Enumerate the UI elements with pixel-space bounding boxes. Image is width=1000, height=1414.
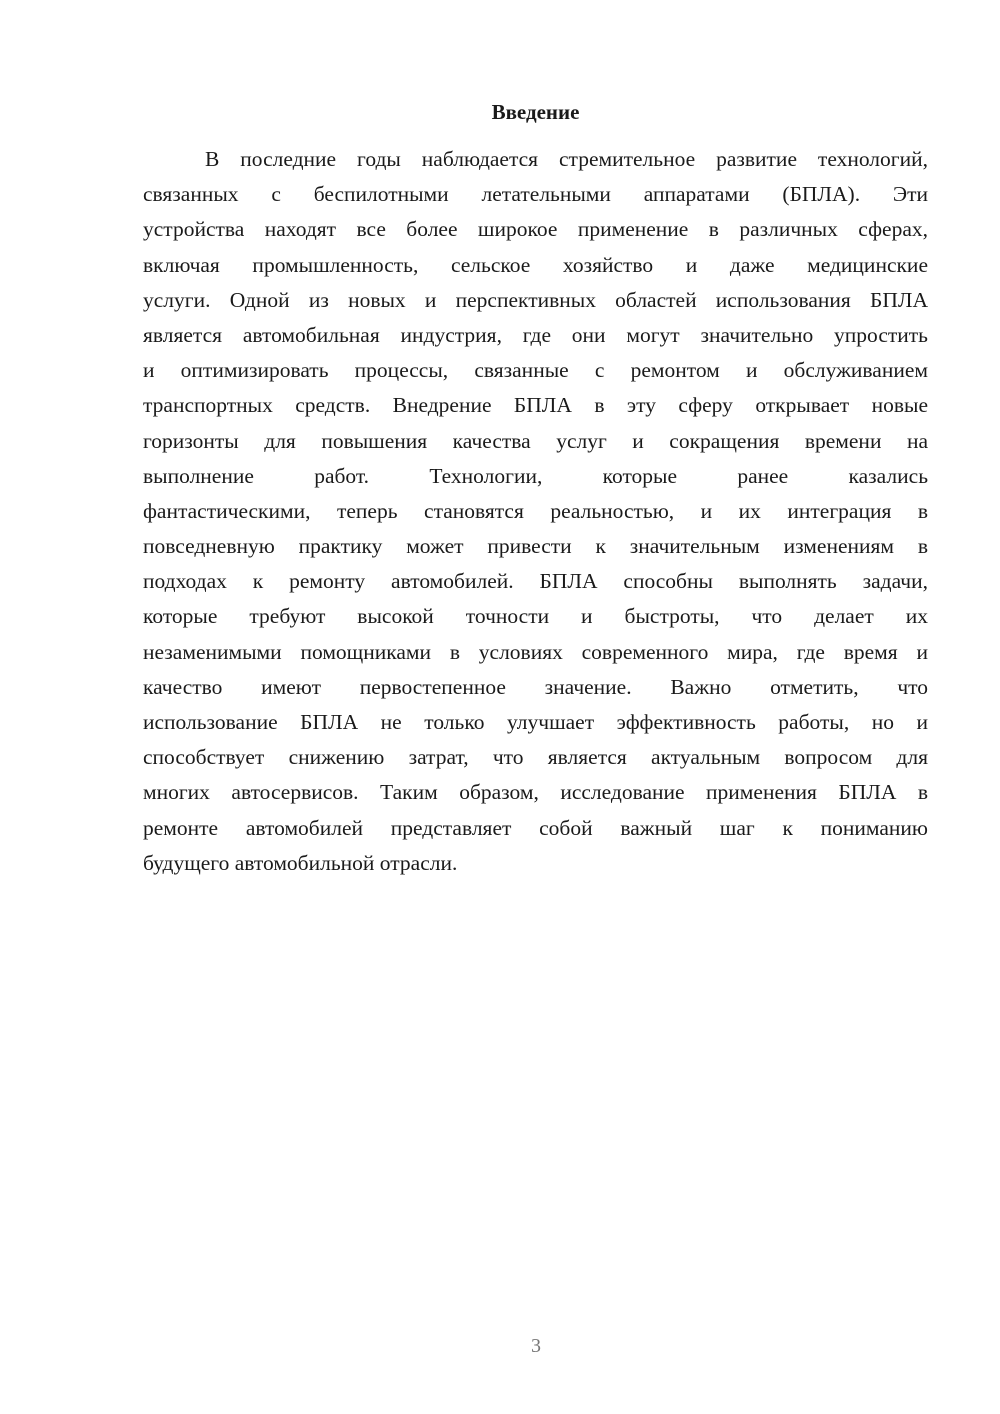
page-number: 3 [531, 1335, 541, 1357]
paragraph-line: качество имеют первостепенное значение. Важно отметить, что [143, 674, 928, 699]
paragraph-line: выполнение работ. Технологии, которые ранее казались [143, 463, 928, 488]
paragraph-line: повседневную практику может привести к значительным изменениям в [143, 534, 928, 559]
paragraph-line: В последние годы наблюдается стремительное развитие технологий, [205, 147, 928, 171]
paragraph-line: которые требуют высокой точности и быстроты, что делает их [143, 604, 928, 629]
paragraph-line: использование БПЛА не только улучшает эффективность работы, но и [143, 710, 928, 734]
paragraph-line: многих автосервисов. Таким образом, исследование применения БПЛА в [143, 780, 928, 805]
section-title: Введение [491, 100, 580, 124]
introduction-paragraph [143, 142, 928, 881]
paragraph-line: включая промышленность, сельское хозяйство и даже медицинские [143, 252, 928, 277]
paragraph-line: является автомобильная индустрия, где они могут значительно упростить [143, 322, 928, 347]
paragraph-line: услуги. Одной из новых и перспективных областей использования БПЛА [143, 287, 928, 312]
paragraph-line: устройства находят все более широкое применение в различных сферах, [143, 217, 928, 242]
paragraph-line: горизонты для повышения качества услуг и сокращения времени на [143, 428, 928, 453]
paragraph-line: способствует снижению затрат, что является актуальным вопросом для [143, 745, 928, 770]
paragraph-line: транспортных средств. Внедрение БПЛА в эту сферу открывает новые [143, 393, 928, 418]
paragraph-line: связанных с беспилотными летательными аппаратами (БПЛА). Эти [143, 182, 928, 207]
paragraph-line: фантастическими, теперь становятся реальностью, и их интеграция в [143, 498, 928, 523]
paragraph-line: ремонте автомобилей представляет собой важный шаг к пониманию [143, 815, 928, 840]
paragraph-line: будущего автомобильной отрасли. [143, 850, 458, 875]
paragraph-line: и оптимизировать процессы, связанные с ремонтом и обслуживанием [143, 358, 928, 383]
paragraph-line: подходах к ремонту автомобилей. БПЛА способны выполнять задачи, [143, 569, 928, 594]
paragraph-line: незаменимыми помощниками в условиях современного мира, где время и [143, 639, 928, 664]
